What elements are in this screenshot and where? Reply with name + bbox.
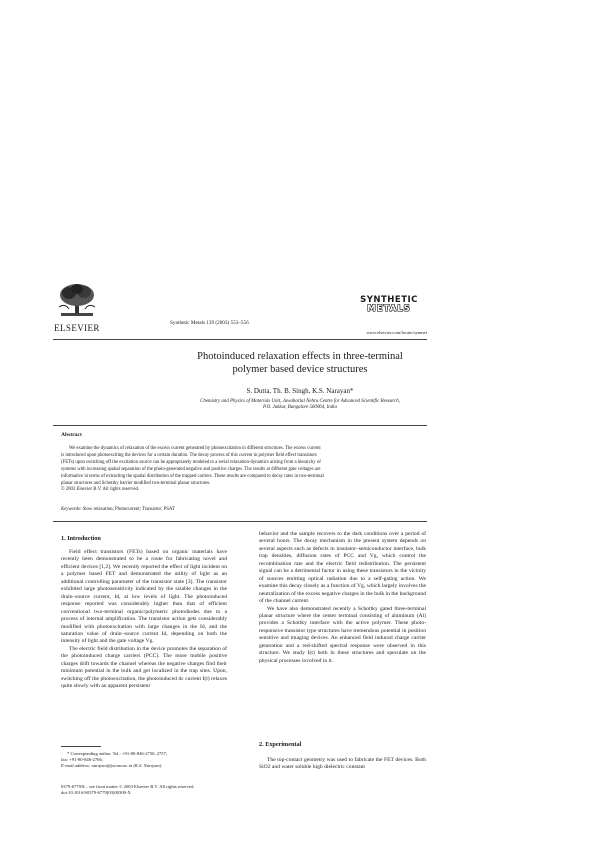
keywords (61, 507, 175, 512)
footnote-rule (61, 746, 101, 747)
abstract-line: We examine the dynamics of relaxation of the excess current generated by photoexcitation in different structures. The excess current (69, 446, 321, 451)
abstract-line: planar structures and Schottky barrier modified two-terminal planar structures. (61, 480, 211, 486)
abstract-bottom-rule (53, 521, 427, 522)
abstract-line: informative in terms of extracting the spatial distribution of the trapped carriers. These results are compared to decay rates in two-terminal (61, 473, 324, 479)
doi-line: doi:10.1016/S0379-6779(03)00300-X (61, 790, 131, 795)
journal-logo-line1: SYNTHETIC (360, 295, 418, 305)
affiliation-line2: P.O. Jakkur, Bangalore 560064, India (263, 405, 337, 411)
abstract-line: (FETs) upon switching off the excitation source can be appropriately modeled to a serial relaxation-dynamics arising from a hierarchy of (61, 459, 321, 465)
experimental-body (259, 757, 426, 772)
footnote (61, 751, 227, 769)
paragraph: We have also demonstrated recently a Schottky gated three-terminal planar structure where the center terminal consisting of aluminum (Al) provides a Schottky interface with the active polymer. These photo-responsive transistor type structures have tremendous potential in position sensitive and imaging devices. An enhanced field induced charge carrier generation and a red-shifted spectral response were observed in this structure. We study I(t) both in these structures and speculate on the physical processes involved in it. (259, 605, 426, 664)
copyright-line: © 2003 Elsevier B.V. All rights reserved. (61, 487, 140, 493)
article-title (53, 351, 547, 376)
footnote-line: fax: +91-80-846-2766. (61, 757, 103, 762)
introduction-heading: 1. Introduction (61, 535, 101, 542)
paragraph: The top-contact geometry was used to fabricate the FET devices. Both SiO2 and water soluble high dielectric constant (259, 757, 426, 771)
footnote-line: * Corresponding author. Tel.: +91-80-846-2750–2757; (67, 751, 168, 756)
elsevier-logo (53, 283, 101, 333)
paragraph: The electric field distribution in the device promotes the separation of the photoinduced charge carriers (PCC). The more mobile positive charges drift towards the channel whereas the negative charges find their minimum potential in the bulk and get localized in the trap sites. Upon, switching off the photoexcitation, the photoinduced dc current I(t) relaxes quite slowly with an apparent persistent (61, 645, 227, 690)
issn-line: 0379-6779/$ – see front matter © 2003 Elsevier B.V. All rights reserved. (61, 784, 195, 789)
abstract-heading: Abstract (61, 432, 82, 438)
title-line1: Photoinduced relaxation effects in three-terminal (197, 351, 403, 362)
affiliation-line1: Chemistry and Physics of Materials Unit, Jawaharlal Nehru Centre for Advanced Scientific Research, (200, 399, 400, 404)
abstract-top-rule (53, 425, 427, 426)
journal-logo-line2: METALS (367, 304, 411, 314)
publisher-name: ELSEVIER (54, 323, 100, 333)
paragraph: Field effect transistors (FETs) based on organic materials have recently been demonstrated to be a route for fabricating novel and efficient devices [1,2]. We recently reported the effect of light incident on a polymer based FET and demonstrated the utility of light as an additional controlling parameter of the transistor state [3]. The transistor exhibited large photosensitivity indicated by the sizable changes in the drain–source current, Id, at low levels of light. The photoinduced response reported was considerably higher than that of efficient conventional two-terminal organic/polymeric photodiodes due to a process of internal amplification. The transistor action gets considerably modified with photoexcitation with large changes in the Id, and the saturation value of drain–source current Id, depending on both the intensity of light and the gate voltage Vg. (61, 549, 227, 645)
journal-logo (358, 296, 420, 314)
authors: S. Dutta, Th. B. Singh, K.S. Narayan* (246, 387, 354, 395)
abstract-line: systems with increasing spatial separation of the photo-generated negative and positive charges. The results at different gate voltages are (61, 466, 321, 472)
journal-citation: Synthetic Metals 139 (2003) 553–556 (170, 320, 249, 326)
footnote-email: E-mail address: narayan@jncasr.ac.in (K.S. Narayan). (61, 763, 163, 768)
keywords-list: Slow relaxation; Photocurrent; Transistor; PSAT (82, 507, 175, 512)
experimental-heading: 2. Experimental (259, 741, 302, 748)
elsevier-tree-icon (53, 283, 101, 319)
issn-doi (61, 784, 261, 796)
right-column-body (259, 531, 426, 665)
keywords-label: Keywords: (61, 507, 82, 512)
paragraph: behavior and the sample recovers to the dark conditions over a period of several hours. The decay mechanism in the present system depends on several aspects such as defects in insulator–semiconductor interface, bulk trap densities, diffusion rates of PCC and Vg, which control the recombination rate and the electric field redistribution. The persistent signal can be a detrimental factor in using these transistors in the vicinity of sources emitting optical radiation due to a self-gating action. We examine this decay closely as a function of Vg, which largely involves the neutralization of the excess negative charges in the bulk in the background of the channel current. (259, 531, 426, 605)
introduction-body (61, 549, 227, 691)
abstract-line: is introduced upon photoexciting the devices for a certain duration. The decay process of this current in polymer field effect transistors (61, 452, 317, 458)
abstract-body (61, 446, 423, 494)
journal-url[interactable]: www.elsevier.com/locate/synmet (366, 330, 427, 335)
title-line2: polymer based device structures (232, 363, 368, 375)
header-rule (53, 339, 427, 340)
affiliation (53, 399, 547, 412)
